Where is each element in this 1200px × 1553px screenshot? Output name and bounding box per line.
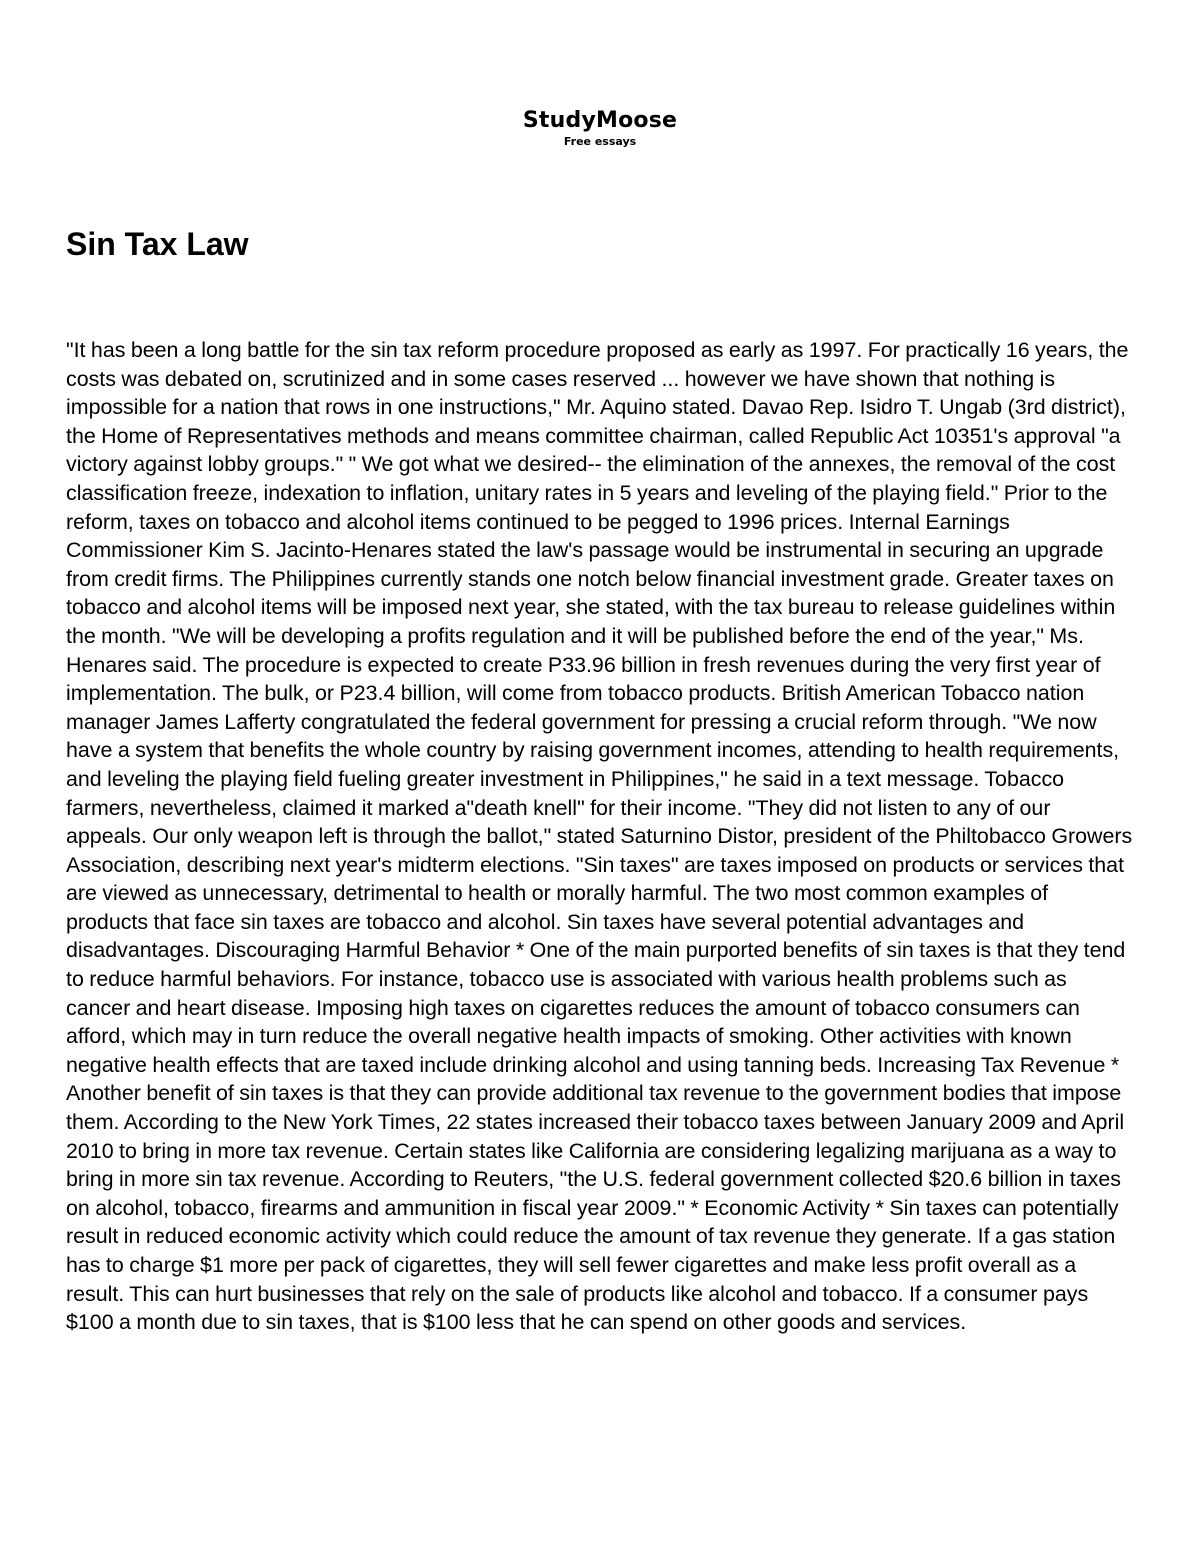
page-header	[0, 108, 1200, 148]
document-body: "It has been a long battle for the sin tax reform procedure proposed as early as 1997. For practically 16 years, the costs was debated on, scrutinized and in some cases reserved ... however we have shown that nothing is impossible for a nation that rows in one instructions," Mr. Aquino stated. Davao Rep. Isidro T. Ungab (3rd district), the Home of Representatives methods and means committee chairman, called Republic Act 10351's approval "a victory against lobby groups." " We got what we desired-- the elimination of the annexes, the removal of the cost classification freeze, indexation to inflation, unitary rates in 5 years and leveling of the playing field." Prior to the reform, taxes on tobacco and alcohol items continued to be pegged to 1996 prices. Internal Earnings Commissioner Kim S. Jacinto-Henares stated the law's passage would be instrumental in securing an upgrade from credit firms. The Philippines currently stands one notch below financial investment grade. Greater taxes on tobacco and alcohol items will be imposed next year, she stated, with the tax bureau to release guidelines within the month. "We will be developing a profits regulation and it will be published before the end of the year," Ms. Henares said. The procedure is expected to create P33.96 billion in fresh revenues during the very first year of implementation. The bulk, or P23.4 billion, will come from tobacco products. British American Tobacco nation manager James Lafferty congratulated the federal government for pressing a crucial reform through. "We now have a system that benefits the whole country by raising government incomes, attending to health requirements, and leveling the playing field fueling greater investment in Philippines," he said in a text message. Tobacco farmers, nevertheless, claimed it marked a"death knell" for their income. "They did not listen to any of our appeals. Our only weapon left is through the ballot," stated Saturnino Distor, president of the Philtobacco Growers Association, describing next year's midterm elections. "Sin taxes" are taxes imposed on products or services that are viewed as unnecessary, detrimental to health or morally harmful. The two most common examples of products that face sin taxes are tobacco and alcohol. Sin taxes have several potential advantages and disadvantages. Discouraging Harmful Behavior * One of the main purported benefits of sin taxes is that they tend to reduce harmful behaviors. For instance, tobacco use is associated with various health problems such as cancer and heart disease. Imposing high taxes on cigarettes reduces the amount of tobacco consumers can afford, which may in turn reduce the overall negative health impacts of smoking. Other activities with known negative health effects that are taxed include drinking alcohol and using tanning beds. Increasing Tax Revenue * Another benefit of sin taxes is that they can provide additional tax revenue to the government bodies that impose them. According to the New York Times, 22 states increased their tobacco taxes between January 2009 and April 2010 to bring in more tax revenue. Certain states like California are considering legalizing marijuana as a way to bring in more sin tax revenue. According to Reuters, "the U.S. federal government collected $20.6 billion in taxes on alcohol, tobacco, firearms and ammunition in fiscal year 2009." * Economic Activity * Sin taxes can potentially result in reduced economic activity which could reduce the amount of tax revenue they generate. If a gas station has to charge $1 more per pack of cigarettes, they will sell fewer cigarettes and make less profit overall as a result. This can hurt businesses that rely on the sale of products like alcohol and tobacco. If a consumer pays $100 a month due to sin taxes, that is $100 less that he can spend on other goods and services.	[66, 338, 1133, 1335]
brand-logo-text: StudyMoose	[522, 108, 678, 133]
document-title: Sin Tax Law	[66, 226, 249, 262]
brand-tagline: Free essays	[563, 135, 637, 148]
